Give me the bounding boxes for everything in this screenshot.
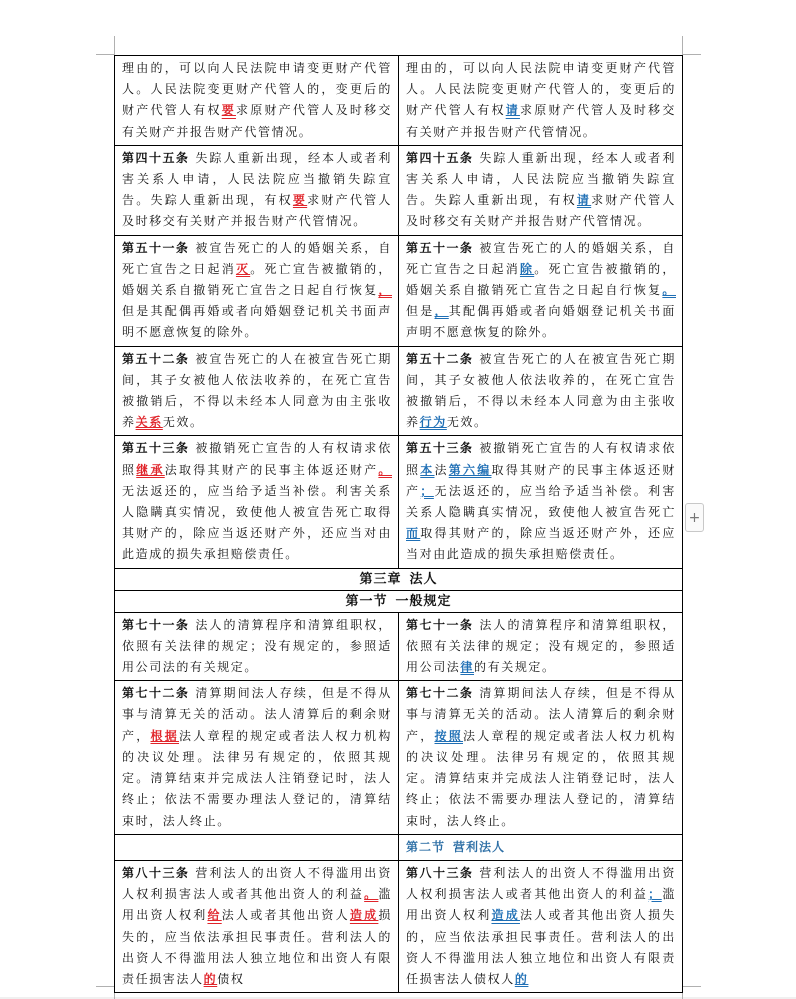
table-row	[115, 145, 683, 235]
table-row	[115, 860, 683, 992]
clause-text: 求原财产代管人及时移交有关财产并报告财产代管情况。	[122, 103, 392, 139]
old-text-cell	[115, 235, 399, 346]
old-text-cell	[115, 436, 399, 568]
clause-text: 无法返还的，应当给予适当补偿。利害关系人隐瞒真实情况，致使他人被宣告死亡	[406, 483, 676, 520]
clause-text: 被宣告死亡的人在被宣告死亡期间，其子女被他人依法收养的，在死亡宣告被撤销后，不得以未经本人同意为由主张收养	[122, 351, 392, 430]
section-title: 一般规定	[395, 593, 452, 609]
article-number: 第七十一条	[122, 617, 190, 632]
new-text-cell	[399, 235, 683, 346]
old-text-cell	[115, 860, 399, 992]
clause-text: 法人的清算程序和清算组职权，依照有关法律的规定；没有规定的，参照适用公司法的有关规定。	[122, 617, 392, 675]
clause-text: 无效。	[162, 415, 204, 430]
article-number: 第八十三条	[122, 865, 190, 880]
clause-text: 无效。	[446, 415, 488, 430]
article-number: 第四十五条	[406, 150, 474, 165]
chapter-label: 第三章	[359, 571, 402, 587]
new-text-cell	[399, 56, 683, 146]
old-text-cell	[115, 346, 399, 436]
new-text-cell	[399, 145, 683, 235]
clause-text: 被宣告死亡的人的婚姻关系，自死亡宣告之日起消	[122, 240, 392, 276]
clause-text: 的有关规定。	[474, 660, 556, 675]
article-number: 第四十五条	[122, 150, 190, 165]
inserted-text: ；	[420, 483, 434, 498]
deleted-text: 根据	[150, 728, 179, 743]
crop-mark-bottom-right	[682, 986, 701, 999]
clause-text: 无法返还的，应当给予适当补偿。利害关系人隐瞒真实情况，致使他人被宣告死亡取得其财产的，除应当返还财产外，还应当对由此造成的损失承担赔偿责任。	[122, 483, 392, 562]
old-text-cell	[115, 612, 399, 681]
section-heading-row	[115, 590, 683, 612]
inserted-text: ；	[648, 887, 662, 902]
article-number: 第七十二条	[406, 686, 474, 701]
new-text-cell	[399, 612, 683, 681]
clause-text: 营利法人的出资人不得滥用出资人权利损害法人或者其他出资人的利益	[122, 865, 392, 902]
clause-text: 法人的清算程序和清算组职权，依照有关法律的规定；没有规定的，参照适用公司法	[406, 617, 676, 675]
clause-text: 失踪人重新出现，经本人或者利害关系人申请，人民法院应当撤销失踪宣告。失踪人重新出现，有权	[122, 150, 392, 208]
crop-mark-top-right	[682, 36, 701, 55]
inserted-text: 请	[576, 193, 592, 208]
clause-text: 取得其财产的，除应当返还财产外，还应当对由此造成的损失承担赔偿责任。	[406, 526, 676, 562]
article-number: 第五十三条	[406, 441, 474, 456]
clause-text: 被宣告死亡的人的婚姻关系，自死亡宣告之日起消	[406, 240, 676, 276]
article-number: 第五十一条	[406, 240, 474, 255]
inserted-text: 的	[514, 971, 529, 986]
new-text-cell	[399, 346, 683, 436]
old-text-cell	[115, 56, 399, 146]
deleted-text: 造成	[349, 908, 379, 923]
clause-text: 。死亡宣告被撤销的，婚姻关系自撤销死亡宣告之日起自行恢复	[122, 261, 392, 298]
crop-mark-bottom-left	[96, 986, 115, 999]
deleted-text: ，	[378, 283, 392, 298]
clause-text: 损失的，应当依法承担民事责任。营利法人的出资人不得滥用法人独立地位和出资人有限责任损害法人	[122, 908, 393, 986]
clause-text: 清算期间法人存续，但是不得从事与清算无关的活动。法人清算后的剩余财产，	[122, 686, 392, 743]
clause-text: 但是	[406, 304, 435, 319]
inserted-text: 而	[406, 526, 421, 541]
deleted-text: 灭	[235, 261, 251, 276]
clause-text: 滥用出资人权利	[122, 887, 392, 923]
chapter-title: 法人	[409, 571, 438, 587]
article-number: 第五十三条	[122, 441, 190, 456]
clause-text: 滥用出资人权利	[406, 887, 676, 923]
crop-mark-top-left	[96, 36, 115, 55]
article-number: 第八十三条	[406, 865, 474, 880]
inserted-text: 第六编	[448, 462, 492, 477]
section-label: 第一节	[345, 593, 388, 609]
inserted-text: 本	[420, 462, 435, 477]
clause-text: 法人章程的规定或者法人权力机构的决议处理。法律另有规定的，依照其规定。清算结束并完成法人注销登记时，法人终止；依法不需要办理法人登记的，清算结束时，法人终止。	[122, 728, 393, 828]
deleted-text: 。	[364, 887, 379, 902]
deleted-text: 的	[203, 971, 218, 986]
clause-text: 清算期间法人存续，但是不得从事与清算无关的活动。法人清算后的剩余财产，	[406, 686, 676, 743]
clause-text: 法取得其财产的民事主体返还财产	[164, 462, 379, 477]
inserted-text: 请	[505, 103, 520, 118]
article-number: 第七十二条	[122, 686, 190, 701]
clause-text: 失踪人重新出现，经本人或者利害关系人申请，人民法院应当撤销失踪宣告。失踪人重新出现，有权	[406, 150, 676, 208]
table-row	[115, 436, 683, 568]
article-number: 第五十二条	[406, 351, 474, 366]
inserted-text: 按照	[434, 728, 463, 743]
clause-text: 但是其配偶再婚或者向婚姻登记机关书面声明不愿意恢复的除外。	[122, 304, 392, 340]
clause-text: 营利法人的出资人不得滥用出资人权利损害法人或者其他出资人的利益	[406, 865, 676, 902]
new-text-cell	[399, 436, 683, 568]
clause-text: 求财产代管人及时移交有关财产并报告财产代管情况。	[406, 193, 676, 229]
article-number: 第七十一条	[406, 617, 474, 632]
old-text-cell	[115, 145, 399, 235]
table-row	[115, 235, 683, 346]
old-empty-cell	[115, 834, 399, 860]
clause-text: 求原财产代管人及时移交有关财产并报告财产代管情况。	[406, 103, 676, 139]
section-heading	[115, 590, 683, 612]
clause-text: 法	[434, 462, 449, 477]
plus-icon: +	[688, 509, 701, 526]
clause-text: 求财产代管人及时移交有关财产并报告财产代管情况。	[122, 193, 392, 229]
section2-title: 营利法人	[453, 839, 506, 854]
clause-text: 取得其财产的民事主体返还财产	[406, 462, 676, 498]
deleted-text: 关系	[135, 415, 163, 430]
chapter-heading	[115, 568, 683, 590]
clause-text: 被撤销死亡宣告的人有权请求依照	[406, 441, 676, 477]
inserted-text: 行为	[419, 415, 447, 430]
inserted-text: ，	[434, 304, 449, 319]
clause-text: 。死亡宣告被撤销的，婚姻关系自撤销死亡宣告之日起自行恢复	[406, 261, 676, 298]
deleted-text: 给	[207, 908, 222, 923]
article-number: 第五十二条	[122, 351, 190, 366]
table-row	[115, 681, 683, 834]
deleted-text: 要	[221, 103, 236, 118]
old-text-cell	[115, 681, 399, 834]
clause-text: 法人或者其他出资人	[221, 908, 350, 923]
section-added-row	[115, 834, 683, 860]
clause-text: 法人章程的规定或者法人权力机构的决议处理。法律另有规定的，依照其规定。清算结束并完成法人注销登记时，法人终止；依法不需要办理法人登记的，清算结束时，法人终止。	[406, 728, 677, 828]
article-number: 第五十一条	[122, 240, 190, 255]
clause-text: 被宣告死亡的人在被宣告死亡期间，其子女被他人依法收养的，在死亡宣告被撤销后，不得以未经本人同意为由主张收养	[406, 351, 676, 430]
clause-text: 被撤销死亡宣告的人有权请求依照	[122, 441, 392, 477]
clause-text: 债权	[217, 971, 245, 986]
clause-text: 其配偶再婚或者向婚姻登记机关书面声明不愿意恢复的除外。	[406, 304, 676, 340]
clause-text: 法人或者其他出资人损失的，应当依法承担民事责任。营利法人的出资人不得滥用法人独立地位和出资人有限责任损害法人债权人	[406, 908, 677, 986]
new-text-cell	[399, 681, 683, 834]
table-row	[115, 56, 683, 146]
deleted-text: 继承	[136, 462, 165, 477]
inserted-text: 除	[519, 261, 535, 276]
comparison-table	[114, 55, 683, 993]
inserted-text: 。	[662, 283, 676, 298]
section2-label: 第二节	[406, 839, 446, 854]
table-row	[115, 612, 683, 681]
deleted-text: 要	[292, 193, 308, 208]
new-section-heading	[399, 834, 683, 860]
add-row-button[interactable]	[685, 503, 704, 532]
deleted-text: 。	[378, 462, 392, 477]
chapter-heading-row	[115, 568, 683, 590]
clause-text: 理由的，可以向人民法院申请变更财产代管人。人民法院变更财产代管人的，变更后的财产代管人有权	[122, 61, 392, 118]
inserted-text: 律	[460, 660, 475, 675]
inserted-text: 造成	[491, 908, 520, 923]
table-row	[115, 346, 683, 436]
clause-text: 理由的，可以向人民法院申请变更财产代管人。人民法院变更财产代管人的，变更后的财产代管人有权	[406, 61, 676, 118]
new-text-cell	[399, 860, 683, 992]
